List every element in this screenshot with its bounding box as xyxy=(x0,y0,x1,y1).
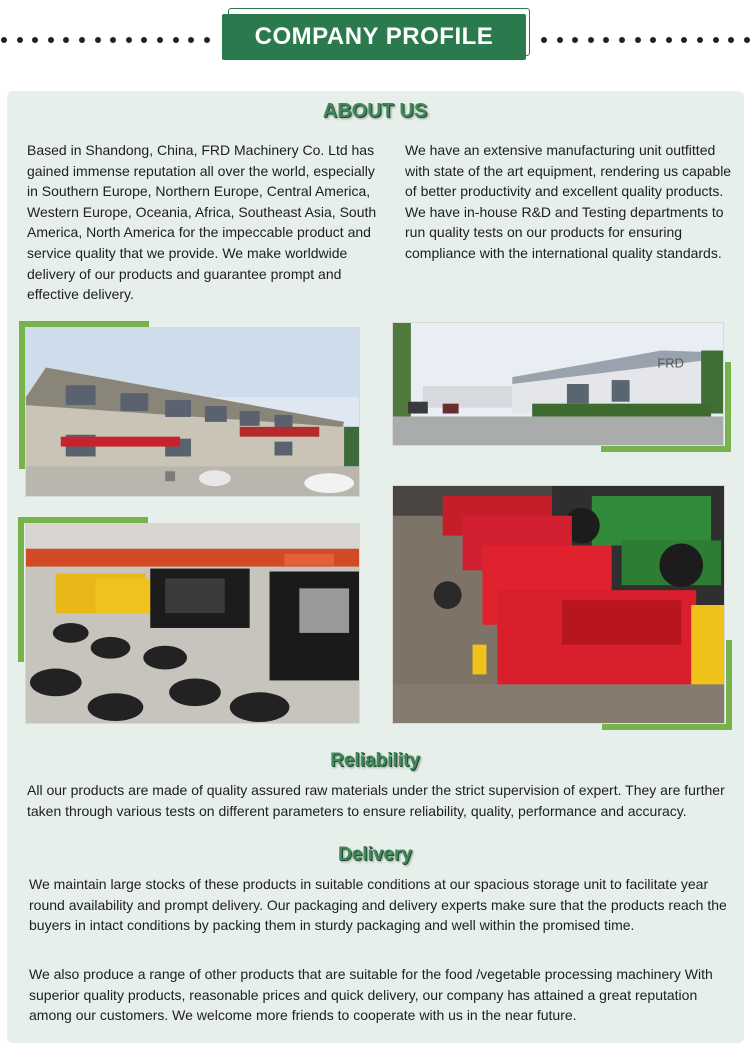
decorative-dot xyxy=(48,37,54,43)
decorative-dot xyxy=(110,37,116,43)
decorative-dot xyxy=(650,37,656,43)
decorative-dot xyxy=(681,37,687,43)
decorative-dot xyxy=(713,37,719,43)
photo-accent-bar xyxy=(726,640,732,730)
photo-accent-bar xyxy=(601,446,731,452)
decorative-dot xyxy=(141,37,147,43)
decorative-dot xyxy=(588,37,594,43)
factory-sign-text: FRD xyxy=(657,355,684,371)
photo-accent-bar xyxy=(18,517,24,662)
decorative-dot xyxy=(173,37,179,43)
decorative-dots-left xyxy=(0,37,215,43)
workshop-photo xyxy=(25,523,360,724)
decorative-dot xyxy=(635,37,641,43)
decorative-dot xyxy=(1,37,7,43)
decorative-dot xyxy=(95,37,101,43)
decorative-dot xyxy=(126,37,132,43)
decorative-dot xyxy=(32,37,38,43)
photo-accent-bar xyxy=(725,362,731,452)
decorative-dot xyxy=(744,37,750,43)
decorative-dot xyxy=(63,37,69,43)
decorative-dot xyxy=(17,37,23,43)
delivery-paragraph-2: We also produce a range of other products that are suitable for the food /vegetable processing machinery With superior quality products, reasonable prices and quick delivery, our company has attained a great reputation among our customers. We welcome more friends to cooperate with us in the near future. xyxy=(29,966,713,1024)
reliability-paragraph: All our products are made of quality assured raw materials under the strict supervision of expert. They are further taken through various tests on different parameters to ensure reliability, quality, performance and accuracy. xyxy=(27,782,725,819)
decorative-dot xyxy=(157,37,163,43)
about-left-paragraph: Based in Shandong, China, FRD Machinery Co. Ltd has gained immense reputation all over the world, especially in Southern Europe, Northern Europe, Central America, Western Europe, Oceania, Africa, Southeast Asia, South America, North America for the impeccable product and service quality that we provide. We make worldwide delivery of our products and guarantee prompt and effective delivery. xyxy=(27,142,377,303)
decorative-dot xyxy=(204,37,210,43)
decorative-dot xyxy=(572,37,578,43)
decorative-dots-right xyxy=(540,37,750,43)
page-title: COMPANY PROFILE xyxy=(222,14,526,60)
factory-exterior-photo xyxy=(392,322,724,446)
balers-warehouse-photo xyxy=(392,485,725,724)
decorative-dot xyxy=(619,37,625,43)
decorative-dot xyxy=(188,37,194,43)
about-us-heading: ABOUT US xyxy=(322,100,428,122)
photo-accent-bar xyxy=(602,724,732,730)
about-right-paragraph: We have an extensive manufacturing unit outfitted with state of the art equipment, rendering us capable of better productivity and excellent quality products. We have in-house R&D and Testing departments to run quality tests on our products for ensuring compliance with the international quality standards. xyxy=(405,142,732,261)
decorative-dot xyxy=(79,37,85,43)
decorative-dot xyxy=(728,37,734,43)
office-building-photo xyxy=(25,327,360,497)
delivery-paragraph-1: We maintain large stocks of these products in suitable conditions at our spacious storage unit to facilitate year round availability and prompt delivery. Our packaging and delivery experts make sure that the products reach the buyers in intact conditions by packing them in sturdy packaging and well within the promised time. xyxy=(29,876,727,934)
decorative-dot xyxy=(603,37,609,43)
decorative-dot xyxy=(557,37,563,43)
reliability-heading: Reliability xyxy=(330,750,420,771)
decorative-dot xyxy=(666,37,672,43)
decorative-dot xyxy=(697,37,703,43)
delivery-heading: Delivery xyxy=(338,844,412,865)
decorative-dot xyxy=(541,37,547,43)
